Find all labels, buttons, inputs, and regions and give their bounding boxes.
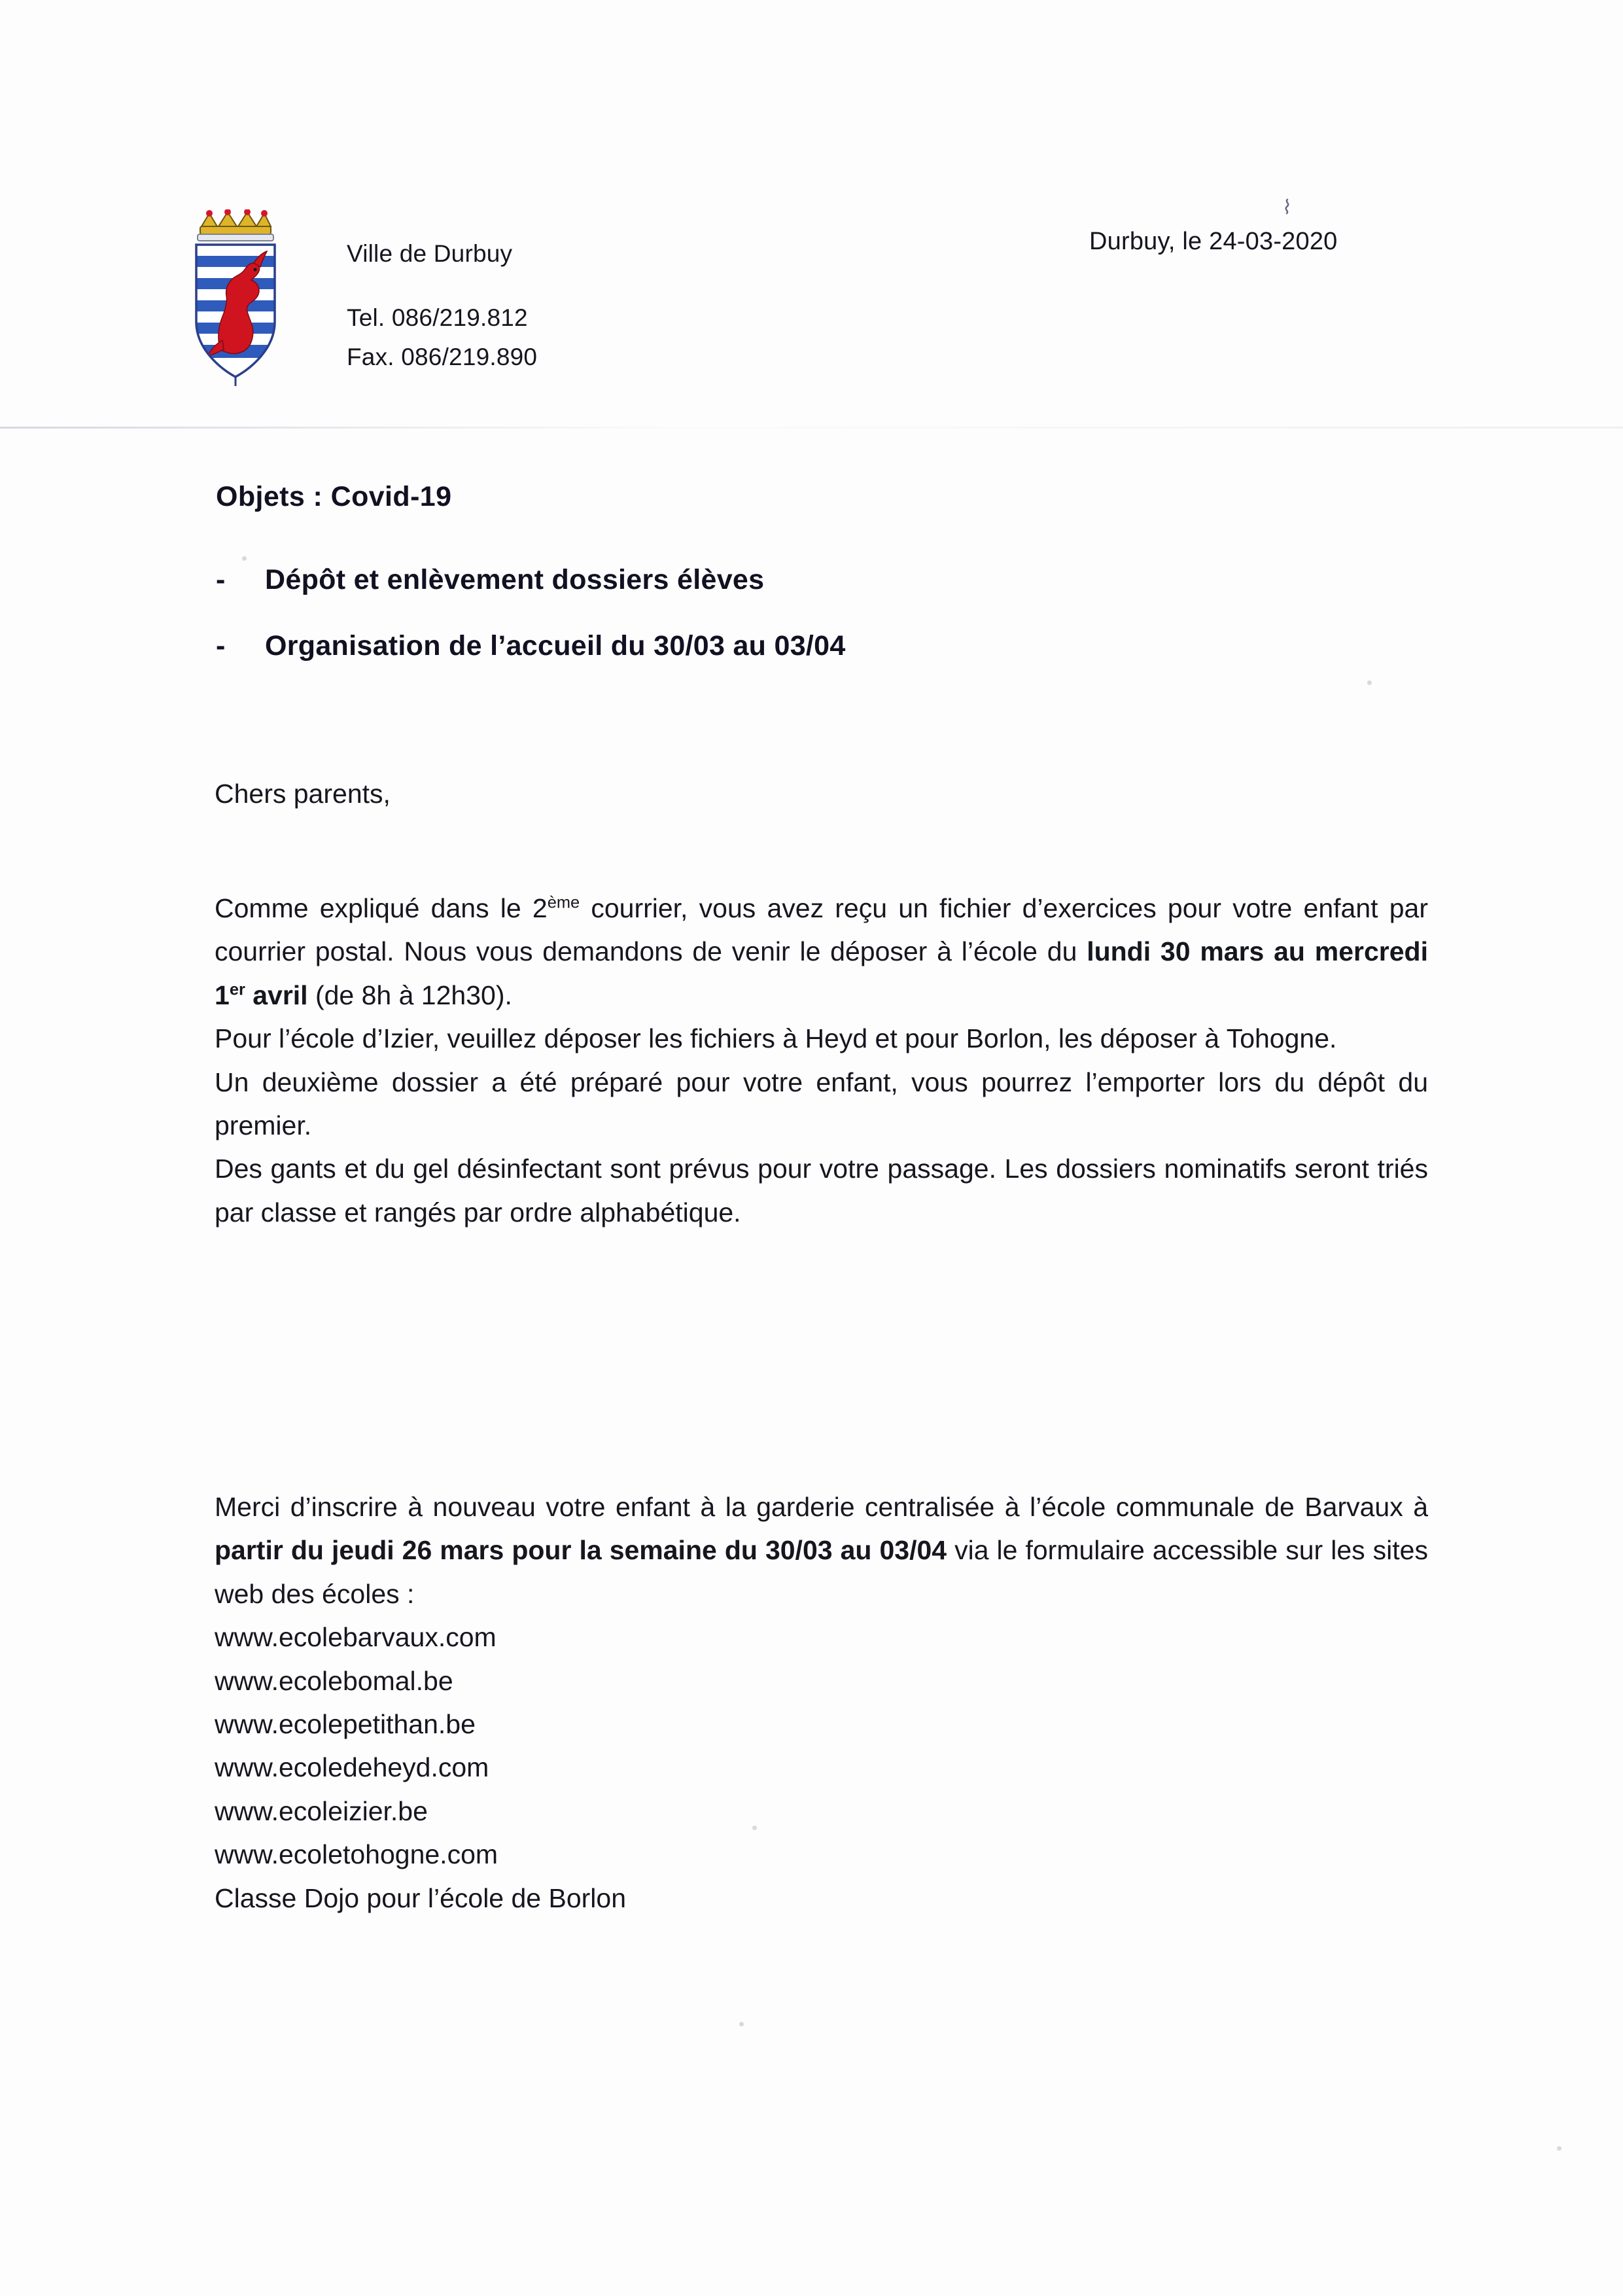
list-item: www.ecoletohogne.com	[215, 1839, 498, 1870]
organization-name: Ville de Durbuy	[347, 240, 513, 267]
paragraph-gloves-gel: Des gants et du gel désinfectant sont prévus pour votre passage. Les dossiers nominatifs seront triés par classe et rangés par ordre alphabétique.	[215, 1154, 1428, 1227]
scan-speckle	[739, 2022, 744, 2026]
scan-speckle	[1367, 680, 1372, 685]
letter-body-second-section	[215, 1485, 1428, 1920]
p5-text-b: via le formulaire accessible sur les sites web des écoles :	[215, 1535, 1428, 1609]
list-item: www.ecoledeheyd.com	[215, 1752, 489, 1783]
list-item: www.ecolepetithan.be	[215, 1709, 476, 1740]
school-website-list	[215, 1616, 1428, 1876]
scan-speckle	[1557, 2146, 1562, 2151]
subject-item-text: Organisation de l’accueil du 30/03 au 03/04	[265, 630, 846, 662]
scan-speckle	[242, 556, 247, 561]
list-item: www.ecolebarvaux.com	[215, 1622, 497, 1653]
paragraph-garderie-registration	[215, 1485, 1428, 1616]
letter-body-first-section	[215, 887, 1428, 1234]
paragraph-deposit-instructions	[215, 887, 1428, 1017]
p1-superscript-eme: ème	[547, 893, 580, 912]
phone-line: Tel. 086/219.812	[347, 304, 528, 331]
subject-item	[216, 564, 1459, 596]
p1-bold-dates-b: avril	[245, 980, 308, 1010]
p1-bold-dates-a: lundi 30 mars au mercredi 1	[215, 936, 1428, 1010]
coat-of-arms-icon	[182, 209, 290, 386]
subject-heading: Objets : Covid-19	[216, 481, 452, 512]
p5-bold-period: partir du jeudi 26 mars pour la semaine du 30/03 au 03/04	[215, 1535, 947, 1566]
paragraph-izier-borlon: Pour l’école d’Izier, veuillez déposer les fichiers à Heyd et pour Borlon, les déposer à Tohogne.	[215, 1023, 1337, 1054]
subject-item-text: Dépôt et enlèvement dossiers élèves	[265, 564, 765, 595]
salutation: Chers parents,	[215, 779, 391, 809]
p1-text-c: (de 8h à 12h30).	[307, 980, 512, 1010]
fax-line: Fax. 086/219.890	[347, 343, 538, 370]
letter-header	[0, 196, 1623, 406]
subject-item	[216, 630, 1459, 662]
sender-contact-block	[347, 234, 537, 377]
p1-text-a: Comme expliqué dans le 2	[215, 893, 548, 923]
p1-superscript-er: er	[229, 980, 245, 999]
p1-text-b: courrier, vous avez reçu un fichier d’exercices pour votre enfant par courrier postal. Nous vous demandons de venir le déposer à l’école du	[215, 893, 1428, 967]
scan-artifact-line	[0, 427, 1623, 429]
scan-speckle	[752, 1826, 757, 1830]
paragraph-second-dossier: Un deuxième dossier a été préparé pour votre enfant, vous pourrez l’emporter lors du dépôt du premier.	[215, 1067, 1428, 1141]
date-line: Durbuy, le 24-03-2020	[1089, 228, 1338, 255]
p5-text-a: Merci d’inscrire à nouveau votre enfant à la garderie centralisée à l’école communale de Barvaux à	[215, 1492, 1428, 1522]
paragraph-classdojo-borlon: Classe Dojo pour l’école de Borlon	[215, 1882, 627, 1913]
bullet-dash: -	[216, 564, 226, 595]
bullet-dash: -	[216, 630, 226, 662]
scan-artifact-mark: ⌇	[1281, 196, 1293, 219]
list-item: www.ecoleizier.be	[215, 1795, 428, 1826]
list-item: www.ecolebomal.be	[215, 1665, 453, 1696]
subject-item-list	[216, 564, 1459, 696]
